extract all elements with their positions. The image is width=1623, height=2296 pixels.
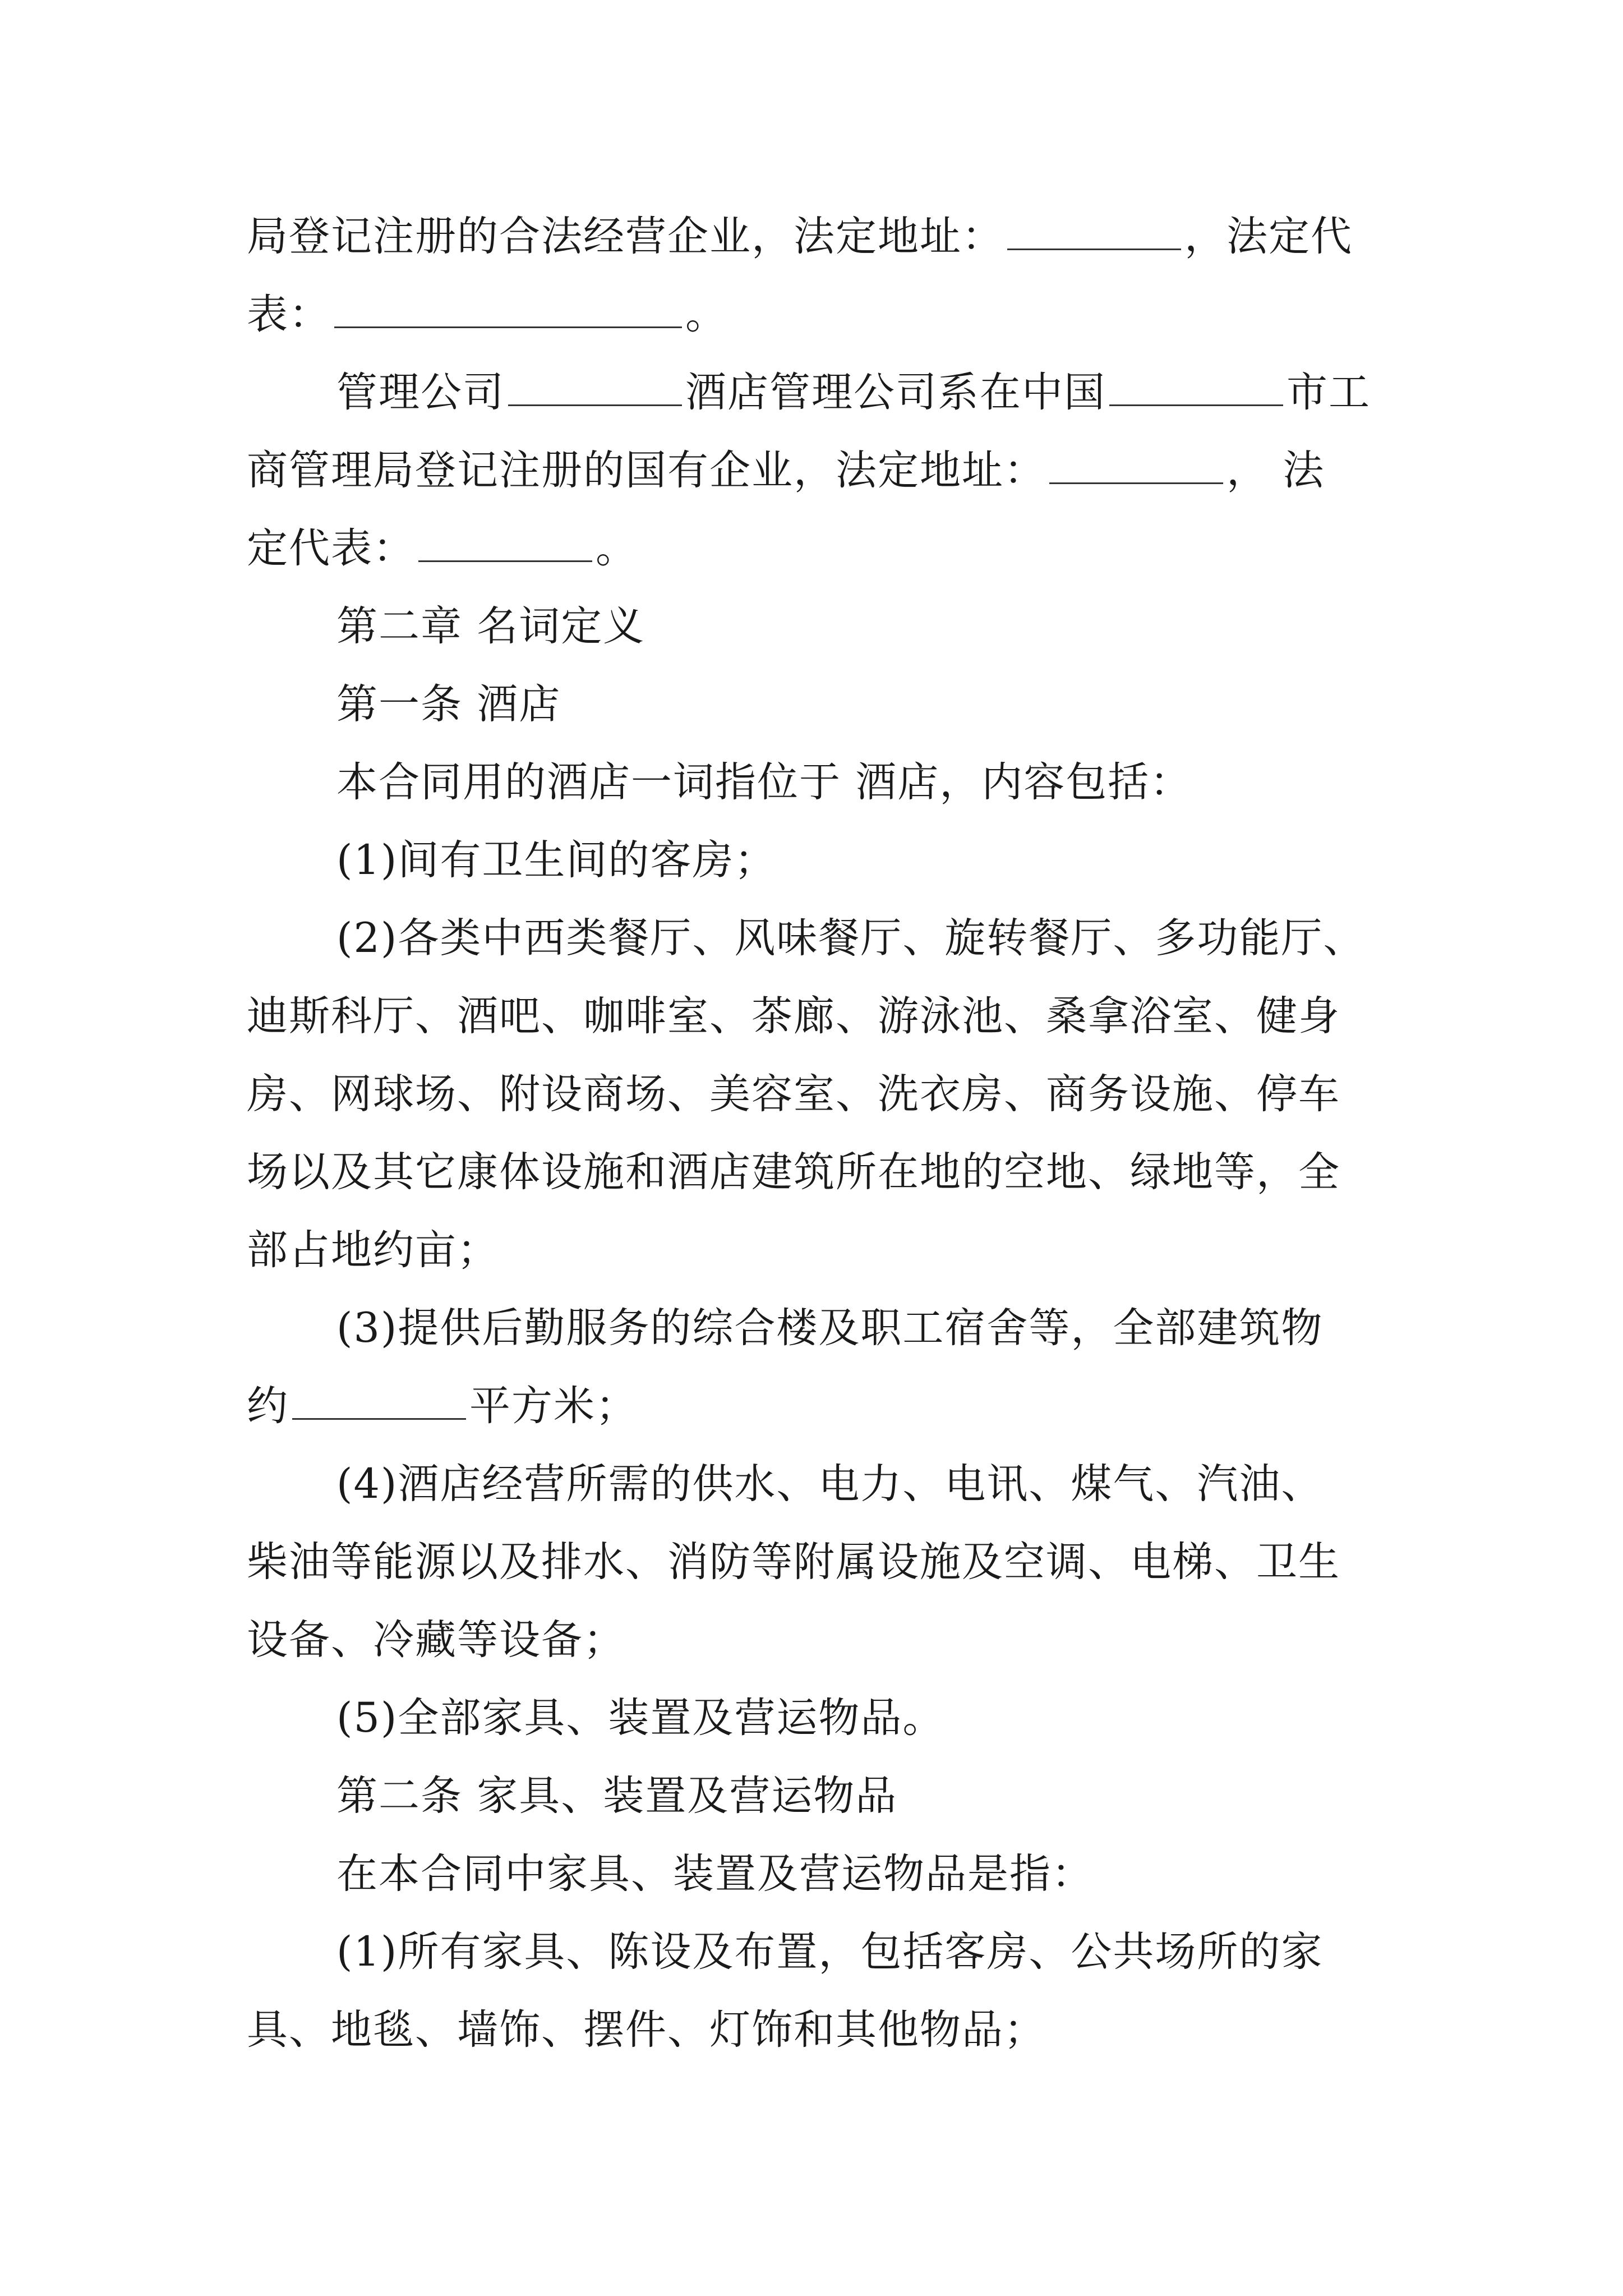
text-segment: ， 法 bbox=[1227, 447, 1325, 494]
text-segment: 平方米； bbox=[469, 1382, 638, 1430]
article-heading: 第一条 酒店 bbox=[336, 680, 561, 728]
paragraph-line bbox=[247, 275, 1391, 353]
paragraph-line bbox=[247, 197, 1391, 275]
list-item: (3)提供后勤服务的综合楼及职工宿舍等，全部建筑物 bbox=[336, 1304, 1324, 1352]
paragraph-line bbox=[247, 431, 1391, 509]
contract-body bbox=[247, 197, 1391, 2069]
paragraph-line: 在本合同中家具、装置及营运物品是指： bbox=[336, 1850, 1094, 1898]
text-segment: 局登记注册的合法经营企业，法定地址： bbox=[247, 213, 1004, 260]
list-item: (1)所有家具、陈设及布置，包括客房、公共场所的家 bbox=[336, 1928, 1324, 1976]
chapter-heading: 第二章 名词定义 bbox=[336, 602, 645, 650]
paragraph-line: 本合同用的酒店一词指位于 酒店，内容包括： bbox=[336, 758, 1192, 806]
fill-in-blank bbox=[418, 520, 592, 562]
text-segment: ，法定代 bbox=[1184, 213, 1353, 260]
fill-in-blank bbox=[1049, 442, 1223, 484]
text-segment: 。 bbox=[685, 291, 727, 338]
text-segment: 约 bbox=[247, 1382, 289, 1430]
fill-in-blank bbox=[1007, 208, 1181, 250]
text-segment: 定代表： bbox=[247, 524, 415, 572]
fill-in-blank bbox=[292, 1378, 466, 1420]
paragraph-line: 柴油等能源以及排水、消防等附属设施及空调、电梯、卫生 bbox=[247, 1538, 1340, 1586]
paragraph-line: 场以及其它康体设施和酒店建筑所在地的空地、绿地等，全 bbox=[247, 1148, 1340, 1196]
fill-in-blank bbox=[508, 364, 682, 406]
text-segment: 市工 bbox=[1287, 369, 1371, 416]
text-segment: 商管理局登记注册的国有企业，法定地址： bbox=[247, 447, 1046, 494]
article-heading: 第二条 家具、装置及营运物品 bbox=[336, 1772, 898, 1820]
fill-in-blank bbox=[334, 286, 682, 328]
text-segment: 表： bbox=[247, 291, 331, 338]
paragraph-line bbox=[247, 353, 1391, 431]
paragraph-line bbox=[247, 1367, 1391, 1445]
text-segment: 酒店管理公司系在中国 bbox=[685, 369, 1106, 416]
paragraph-line bbox=[247, 509, 1391, 587]
list-item: (1)间有卫生间的客房； bbox=[336, 836, 777, 884]
paragraph-line: 房、网球场、附设商场、美容室、洗衣房、商务设施、停车 bbox=[247, 1070, 1340, 1118]
list-item: (2)各类中西类餐厅、风味餐厅、旋转餐厅、多功能厅、 bbox=[336, 914, 1366, 962]
text-segment: 管理公司 bbox=[336, 369, 505, 416]
text-segment: 。 bbox=[596, 524, 638, 572]
paragraph-line: 具、地毯、墙饰、摆件、灯饰和其他物品； bbox=[247, 2006, 1046, 2054]
list-item: (4)酒店经营所需的供水、电力、电讯、煤气、汽油、 bbox=[336, 1460, 1324, 1508]
paragraph-line: 迪斯科厅、酒吧、咖啡室、茶廊、游泳池、桑拿浴室、健身 bbox=[247, 992, 1340, 1040]
fill-in-blank bbox=[1109, 364, 1283, 406]
list-item: (5)全部家具、装置及营运物品。 bbox=[336, 1694, 945, 1742]
paragraph-line: 部占地约亩； bbox=[247, 1226, 499, 1274]
paragraph-line: 设备、冷藏等设备； bbox=[247, 1616, 625, 1664]
